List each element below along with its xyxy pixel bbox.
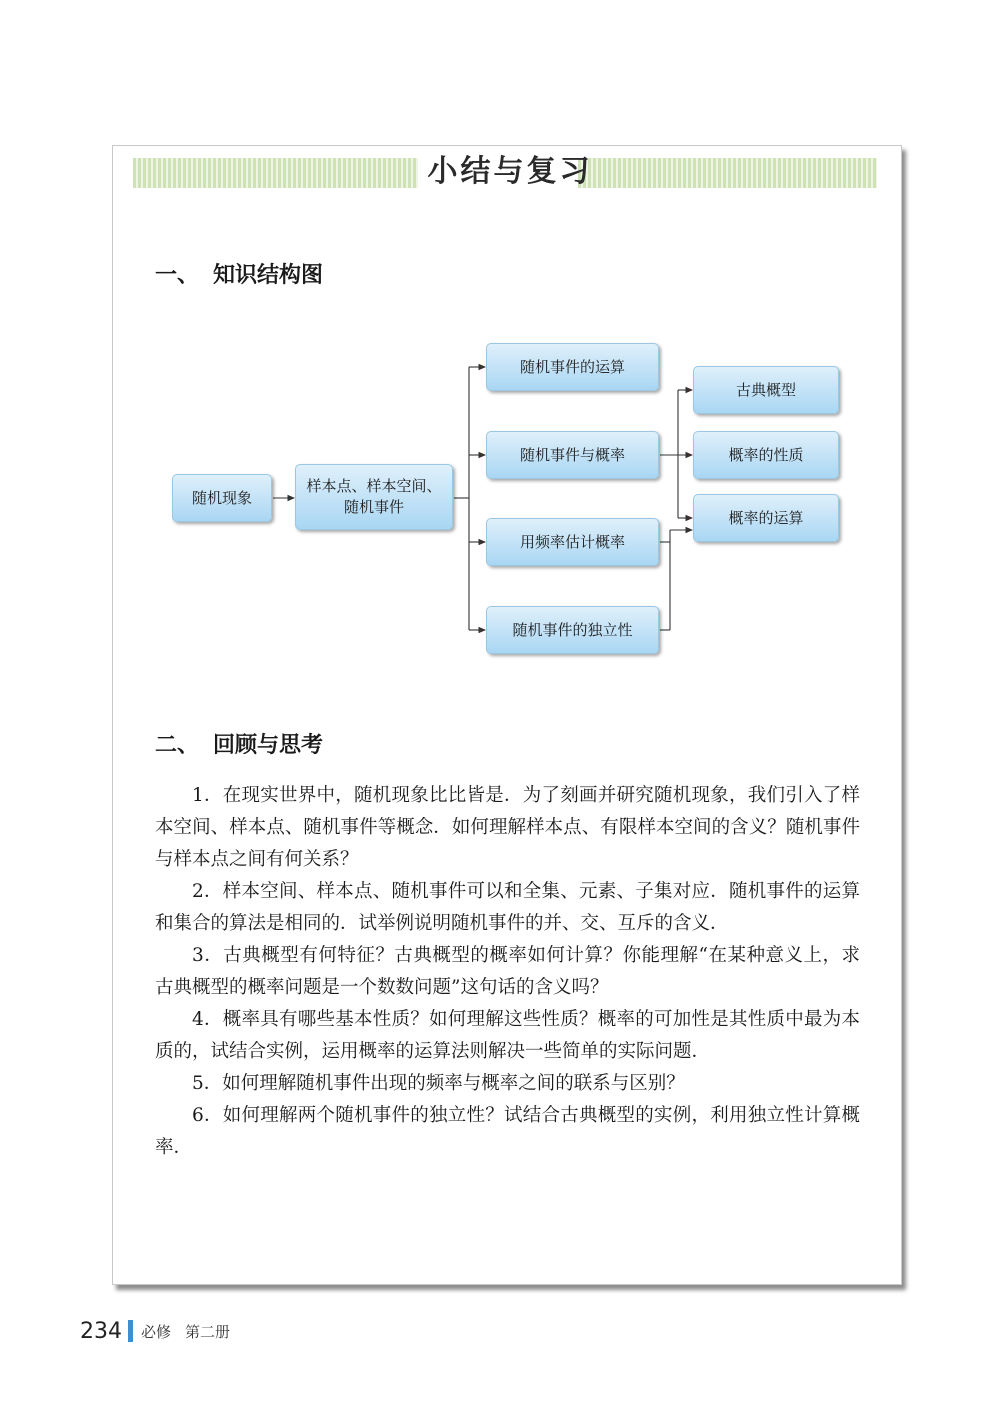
question-item: 5．如何理解随机事件出现的频率与概率之间的联系与区别？ [192, 1073, 685, 1094]
page-number: 234 [80, 1318, 122, 1344]
section-number: 一、 [155, 262, 200, 288]
node-event-operations: 随机事件的运算 [486, 343, 659, 391]
section-label: 知识结构图 [213, 262, 324, 288]
question-item: 6．如何理解两个随机事件的独立性？试结合古典概型的实例，利用独立性计算概率． [155, 1105, 860, 1158]
node-probability-properties: 概率的性质 [693, 431, 839, 479]
node-classical-model: 古典概型 [693, 366, 839, 414]
page-title: 小结与复习 [427, 154, 593, 189]
section-heading-structure [155, 258, 323, 289]
section-number: 二、 [155, 732, 200, 758]
page-footer [80, 1316, 230, 1346]
node-sample-space: 样本点、样本空间、 随机事件 [295, 464, 453, 530]
node-frequency-estimate: 用频率估计概率 [486, 518, 659, 566]
node-probability-operations: 概率的运算 [693, 494, 839, 542]
review-questions [155, 780, 860, 1164]
question-item: 3．古典概型有何特征？古典概型的概率如何计算？你能理解“在某种意义上，求古典概型的概率问题是一个数数问题”这句话的含义吗？ [155, 945, 860, 998]
book-name: 必修 [141, 1322, 172, 1341]
book-volume: 第二册 [185, 1322, 231, 1341]
footer-divider [128, 1320, 133, 1342]
node-event-probability: 随机事件与概率 [486, 431, 659, 479]
section-heading-review [155, 728, 323, 759]
node-random-phenomenon: 随机现象 [172, 474, 272, 522]
question-item: 2．样本空间、样本点、随机事件可以和全集、元素、子集对应．随机事件的运算和集合的算法是相同的．试举例说明随机事件的并、交、互斥的含义． [155, 881, 860, 934]
question-item: 1．在现实世界中，随机现象比比皆是．为了刻画并研究随机现象，我们引入了样本空间、样本点、随机事件等概念．如何理解样本点、有限样本空间的含义？随机事件与样本点之间有何关系？ [155, 785, 860, 870]
section-label: 回顾与思考 [213, 732, 324, 758]
question-item: 4．概率具有哪些基本性质？如何理解这些性质？概率的可加性是其性质中最为本质的，试结合实例，运用概率的运算法则解决一些简单的实际问题． [155, 1009, 860, 1062]
node-independence: 随机事件的独立性 [486, 606, 659, 654]
